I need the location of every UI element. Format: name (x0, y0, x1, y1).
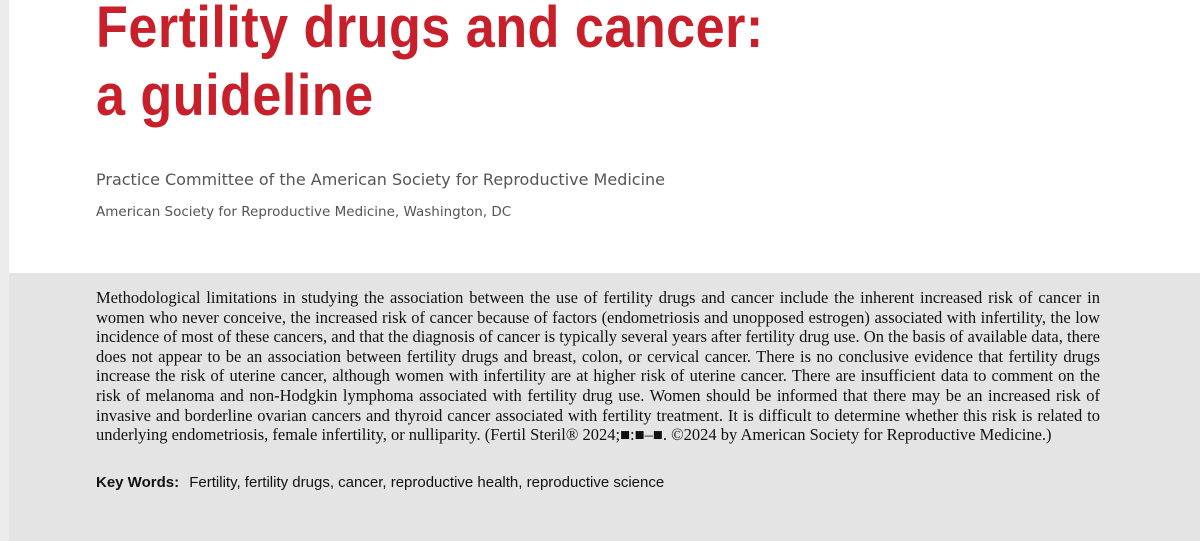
abstract-text: Methodological limitations in studying the association between the use of fertility drugs and cancer include the inherent increased risk of cancer in women who never conceive, the increased risk of cancer because of factors (endometriosis and unopposed estrogen) associated with infertility, the low incidence of most of these cancers, and that the diagnosis of cancer is typically several years after fertility drug use. On the basis of available data, there does not appear to be an association between fertility drugs and breast, colon, or cervical cancer. There is no conclusive evidence that fertility drugs increase the risk of uterine cancer, although women with infertility are at higher risk of uterine cancer. There are insufficient data to comment on the risk of melanoma and non-Hodgkin lymphoma associated with fertility drug use. Women should be informed that there may be an increased risk of invasive and borderline ovarian cancers and thyroid cancer associated with fertility treatment. It is difficult to determine whether this risk is related to underlying endometriosis, female infertility, or nulliparity. (Fertil Steril® 2024;■:■–■. ©2024 by American Society for Reproductive Medicine.) (96, 288, 1100, 445)
article-title-line-2: a guideline (96, 63, 374, 128)
keywords-value: Fertility, fertility drugs, cancer, reproductive health, reproductive science (189, 474, 665, 491)
article-affiliation: American Society for Reproductive Medicine, Washington, DC (96, 204, 512, 220)
article-authors: Practice Committee of the American Society for Reproductive Medicine (96, 170, 666, 189)
article-title-line-1: Fertility drugs and cancer: (96, 0, 764, 60)
keywords (96, 474, 664, 491)
article-page (9, 0, 1200, 541)
keywords-label: Key Words: (96, 474, 180, 491)
abstract-box (9, 273, 1200, 541)
article-title (96, 0, 1068, 130)
